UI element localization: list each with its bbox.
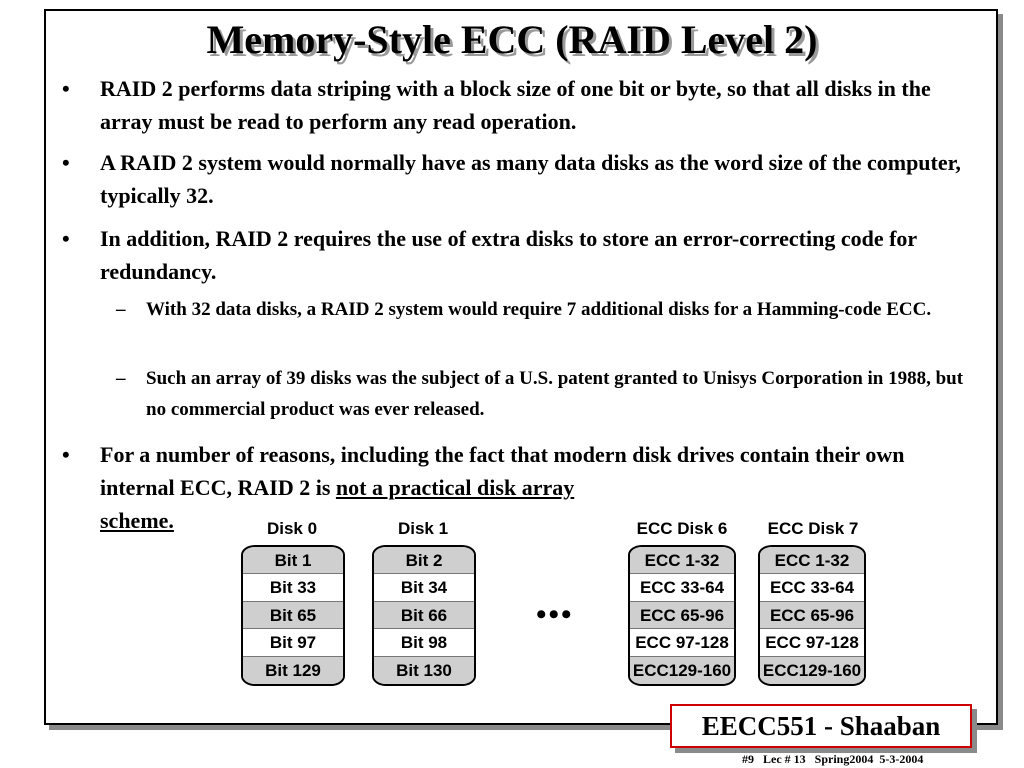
disk-cell: Bit 1: [243, 547, 343, 574]
bullet-mark: •: [62, 76, 70, 101]
disk-label: Disk 0: [266, 519, 318, 538]
ellipsis-mark: •••: [536, 598, 574, 631]
underlined-text: scheme.: [100, 508, 174, 533]
disk-cell: Bit 33: [243, 574, 343, 601]
dash-mark: –: [116, 299, 126, 320]
disk-cell: ECC 97-128: [630, 629, 734, 656]
ecc-disk-6: [628, 545, 736, 686]
disk-cell: ECC 33-64: [760, 574, 864, 601]
disk-label: Disk 1: [397, 519, 449, 538]
sub-bullet-2: [116, 363, 976, 425]
disk-cell: Bit 65: [243, 602, 343, 629]
disk-cell: Bit 129: [243, 657, 343, 684]
bullet-text: RAID 2 performs data striping with a block size of one bit or byte, so that all disks in the array must be read to perform any read operation.: [100, 76, 931, 134]
disk-cell: Bit 66: [374, 602, 474, 629]
underlined-text: not a practical disk array: [335, 475, 575, 500]
bullet-mark: •: [62, 150, 70, 175]
slide-title: Memory-Style ECC (RAID Level 2): [206, 17, 818, 62]
bullet-2: [62, 146, 970, 212]
disk-cell: ECC129-160: [630, 657, 734, 684]
bullet-text: In addition, RAID 2 requires the use of extra disks to store an error-correcting code for redundancy.: [100, 226, 917, 284]
course-badge: EECC551 - Shaaban: [670, 704, 972, 748]
sub-bullet-text: Such an array of 39 disks was the subject of a U.S. patent granted to Unisys Corporation in 1988, but no commercial product was ever released.: [146, 368, 964, 420]
disk-0: [241, 545, 345, 686]
disk-cell: Bit 130: [374, 657, 474, 684]
disk-cell: ECC 65-96: [760, 602, 864, 629]
bullet-text: For a number of reasons, including the fact that modern disk drives contain their own internal ECC, RAID 2 is: [100, 442, 905, 500]
bullet-mark: •: [62, 442, 70, 467]
disk-cell: ECC 65-96: [630, 602, 734, 629]
disk-cell: ECC129-160: [760, 657, 864, 684]
bullet-text: A RAID 2 system would normally have as many data disks as the word size of the computer, typically 32.: [100, 150, 961, 208]
disk-cell: ECC 1-32: [760, 547, 864, 574]
bullet-mark: •: [62, 226, 70, 251]
bullet-3: [62, 222, 940, 288]
slide-footer: #9 Lec # 13 Spring2004 5-3-2004: [742, 752, 924, 766]
disk-cell: Bit 34: [374, 574, 474, 601]
disk-cell: Bit 98: [374, 629, 474, 656]
disk-cell: Bit 2: [374, 547, 474, 574]
disk-1: [372, 545, 476, 686]
bullet-1: [62, 72, 970, 138]
disk-label: ECC Disk 6: [636, 519, 728, 538]
sub-bullet-1: [116, 294, 976, 325]
disk-cell: ECC 33-64: [630, 574, 734, 601]
dash-mark: –: [116, 368, 126, 389]
disk-cell: ECC 97-128: [760, 629, 864, 656]
disk-label: ECC Disk 7: [767, 519, 859, 538]
disk-cell: ECC 1-32: [630, 547, 734, 574]
ecc-disk-7: [758, 545, 866, 686]
disk-cell: Bit 97: [243, 629, 343, 656]
sub-bullet-text: With 32 data disks, a RAID 2 system would require 7 additional disks for a Hamming-code ECC.: [146, 299, 932, 320]
